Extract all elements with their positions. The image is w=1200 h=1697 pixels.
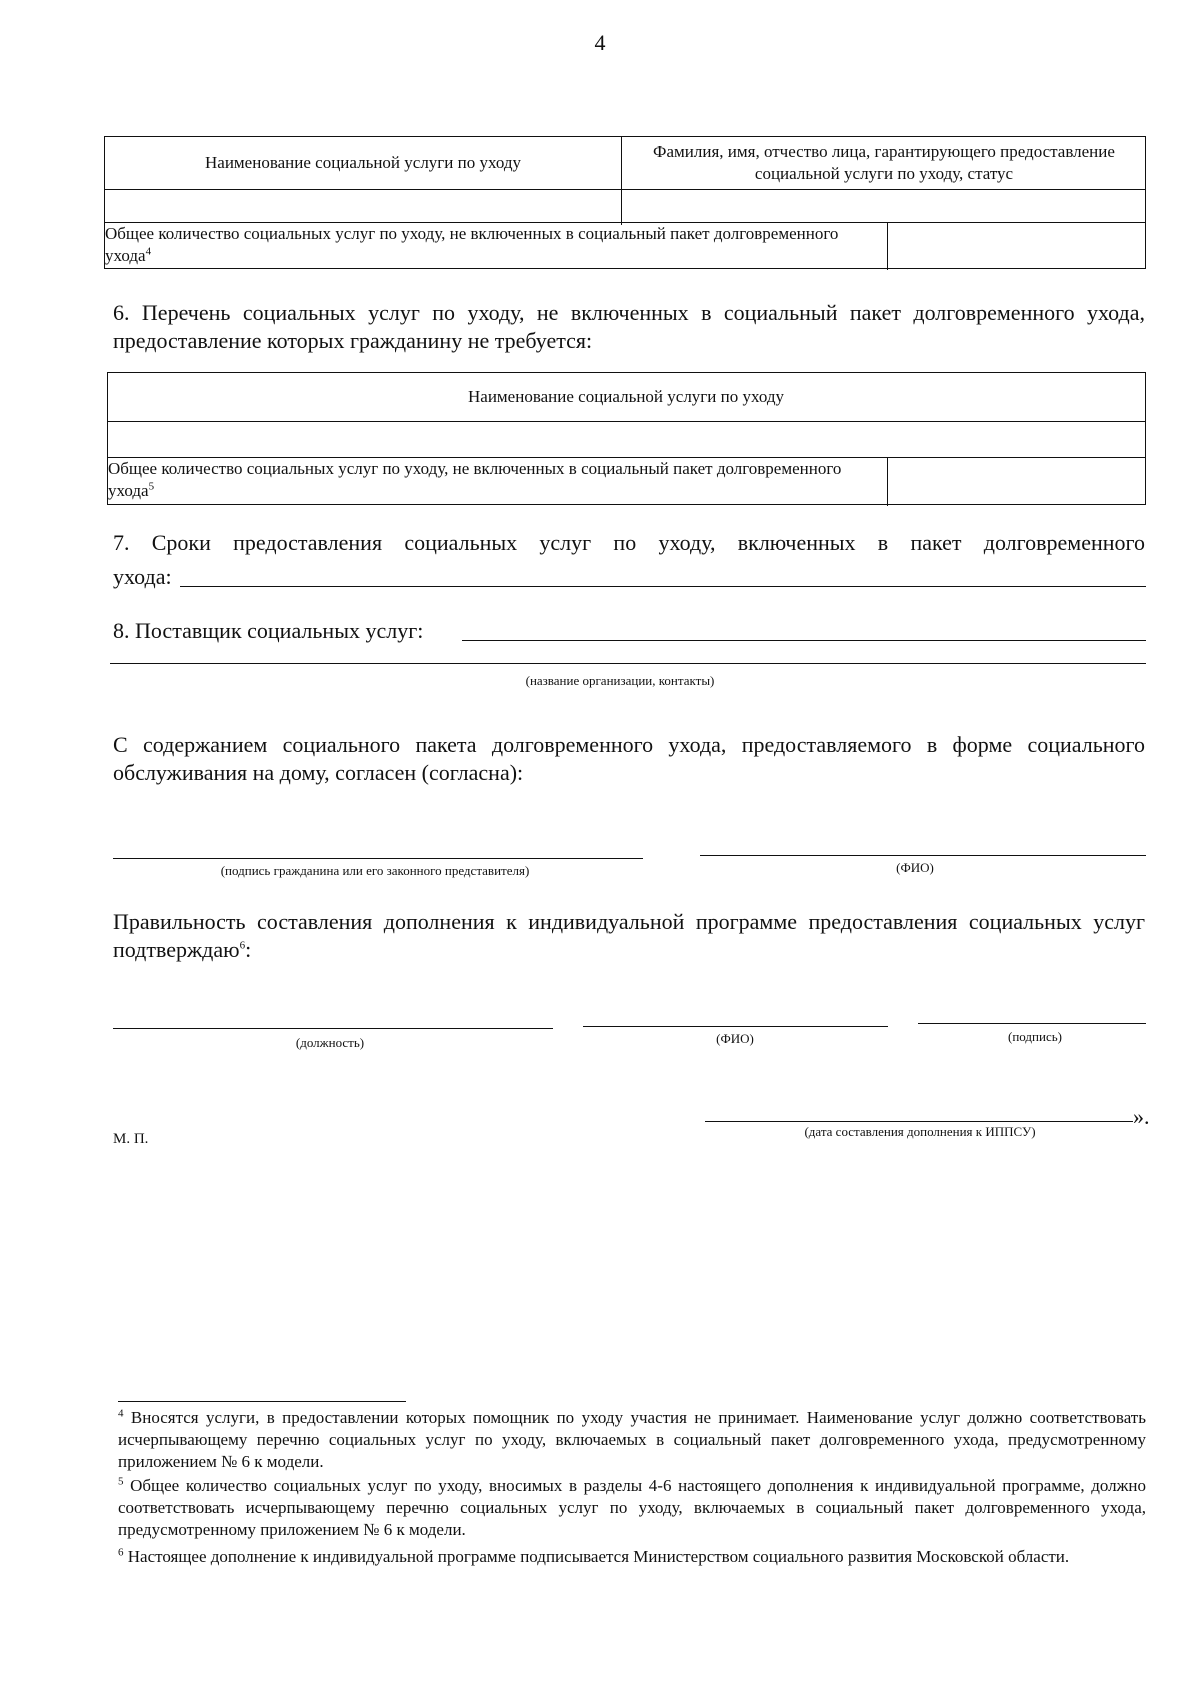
citizen-signature-line bbox=[113, 858, 643, 859]
citizen-fio-caption: (ФИО) bbox=[896, 860, 934, 875]
table-divider bbox=[887, 457, 888, 506]
footnote-ref: 4 bbox=[145, 245, 152, 258]
footnote-6 bbox=[118, 1546, 1146, 1568]
date-line bbox=[705, 1121, 1133, 1122]
table-header-responsible-person: Фамилия, имя, отчество лица, гарантирующего предоставление социальной услуги по уходу, статус bbox=[653, 142, 1115, 183]
section-7-text: 7. Сроки предоставления социальных услуг по уходу, включенных в пакет долговременного bbox=[113, 530, 1145, 555]
provider-fill-line bbox=[462, 640, 1146, 641]
date-caption: (дата составления дополнения к ИППСУ) bbox=[804, 1124, 1036, 1139]
confirm-colon: : bbox=[245, 937, 252, 962]
date-closing-quote: ». bbox=[1133, 1104, 1150, 1129]
footnote-mark: 6 bbox=[118, 1546, 124, 1559]
table-header-service-name: Наименование социальной услуги по уходу bbox=[205, 153, 521, 172]
footnote-text: Общее количество социальных услуг по уходу, вносимых в разделы 4-6 настоящего дополнения к индивидуальной программе, должно соответствовать исчерпывающему перечню социальных услуг по уходу, включаемых в социальный пакет долговременного ухода, предусмотренному приложением № 6 к модели. bbox=[118, 1476, 1146, 1539]
official-position-line bbox=[113, 1028, 553, 1029]
official-fio-caption: (ФИО) bbox=[716, 1031, 754, 1046]
not-required-services-table bbox=[107, 372, 1146, 505]
confirm-text bbox=[113, 908, 1145, 964]
stamp-place-label: М. П. bbox=[113, 1131, 149, 1147]
table-total-row bbox=[105, 223, 885, 267]
confirm-text-body: Правильность составления дополнения к индивидуальной программе предоставления социальных услуг подтверждаю bbox=[113, 909, 1145, 962]
table-total-label: Общее количество социальных услуг по уходу, не включенных в социальный пакет долговременного ухода bbox=[108, 459, 842, 500]
official-fio-line bbox=[583, 1026, 888, 1027]
section-7-label: ухода: bbox=[113, 564, 172, 589]
terms-fill-line bbox=[180, 586, 1146, 587]
provider-fill-line-2 bbox=[110, 663, 1146, 664]
table-header-service-name: Наименование социальной услуги по уходу bbox=[468, 387, 784, 406]
official-signature-line bbox=[918, 1023, 1146, 1024]
table-divider bbox=[108, 421, 1145, 422]
table-divider bbox=[105, 189, 1145, 190]
footnote-mark: 5 bbox=[118, 1475, 124, 1488]
official-position-caption: (должность) bbox=[295, 1035, 365, 1050]
consent-text: С содержанием социального пакета долговременного ухода, предоставляемого в форме социального обслуживания на дому, согласен (согласна): bbox=[113, 732, 1145, 785]
table-divider bbox=[621, 137, 622, 225]
footnote-ref: 5 bbox=[148, 480, 155, 493]
page-number: 4 bbox=[594, 30, 606, 55]
footnote-mark: 4 bbox=[118, 1407, 124, 1420]
provider-caption: (название организации, контакты) bbox=[525, 673, 715, 688]
table-divider bbox=[887, 222, 888, 270]
footnote-4 bbox=[118, 1407, 1146, 1473]
table-total-label: Общее количество социальных услуг по уходу, не включенных в социальный пакет долговременного ухода bbox=[105, 224, 839, 265]
section-8-label: 8. Поставщик социальных услуг: bbox=[113, 618, 424, 643]
footnote-text: Настоящее дополнение к индивидуальной программе подписывается Министерством социального развития Московской области. bbox=[123, 1547, 1070, 1566]
footnote-separator bbox=[118, 1401, 406, 1402]
official-signature-caption: (подпись) bbox=[1008, 1029, 1062, 1044]
citizen-signature-caption: (подпись гражданина или его законного представителя) bbox=[220, 863, 530, 878]
footnote-ref: 6 bbox=[239, 939, 246, 952]
footnote-text: Вносятся услуги, в предоставлении которых помощник по уходу участия не принимает. Наименование услуг должно соответствовать исчерпывающему перечню социальных услуг по уходу, включаемых в социальный пакет долговременного ухода, предусмотренному приложением № 6 к модели. bbox=[118, 1408, 1146, 1471]
care-services-table bbox=[104, 136, 1146, 269]
citizen-fio-line bbox=[700, 855, 1146, 856]
section-6-text: 6. Перечень социальных услуг по уходу, не включенных в социальный пакет долговременного ухода, предоставление которых гражданину не требуется: bbox=[113, 300, 1145, 353]
table-total-row bbox=[108, 458, 885, 502]
footnote-5 bbox=[118, 1475, 1146, 1541]
